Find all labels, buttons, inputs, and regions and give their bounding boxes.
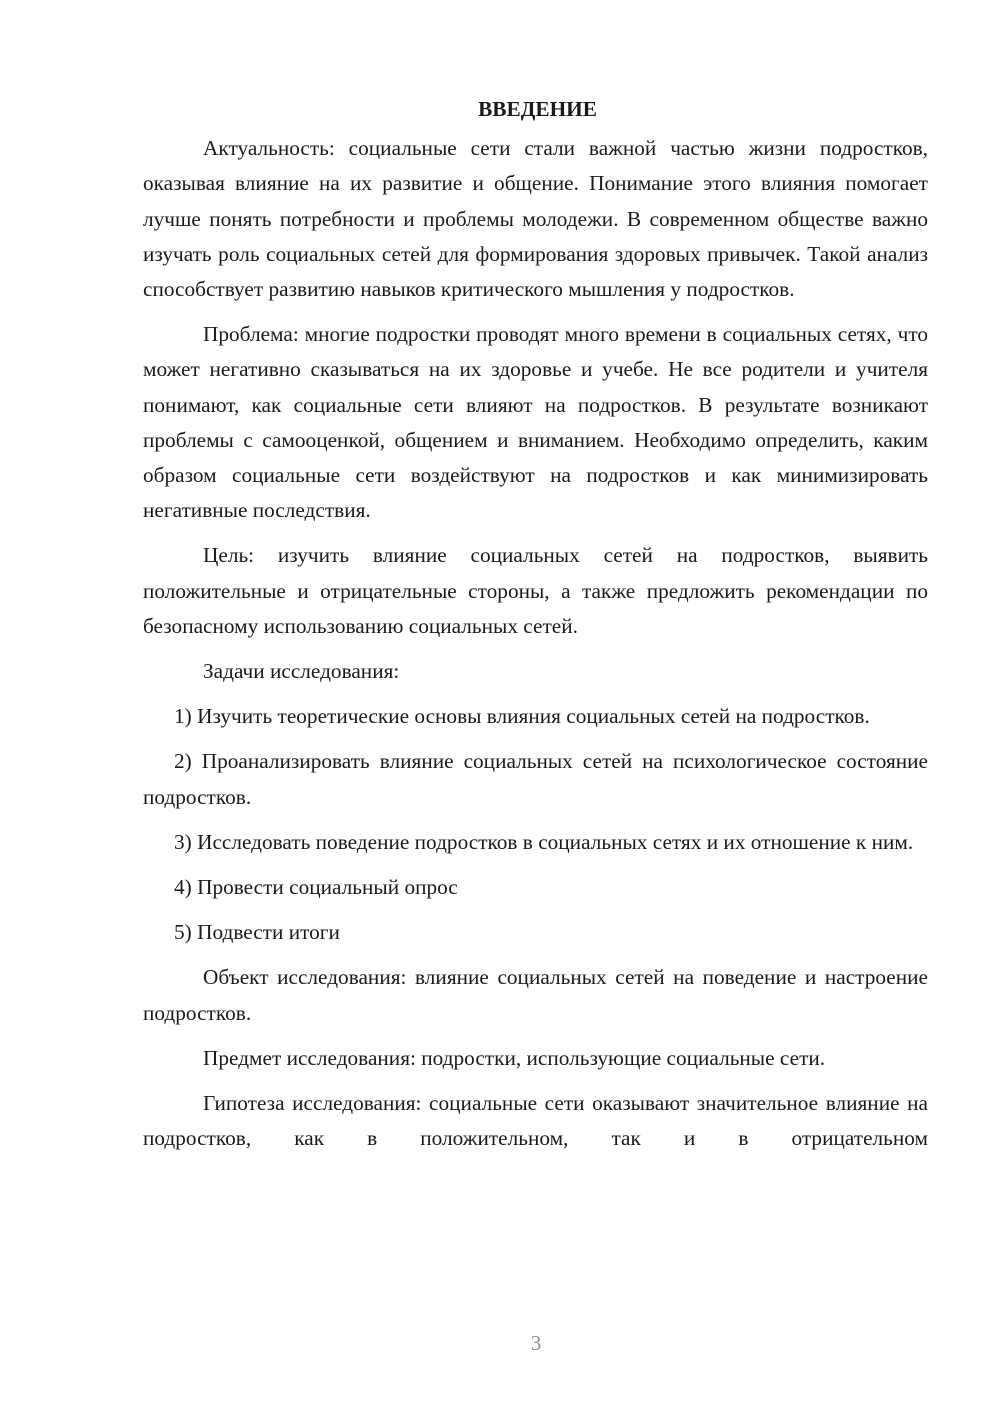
section-title: ВВЕДЕНИЕ xyxy=(478,97,597,121)
task-item: 1) Изучить теоретические основы влияния социальных сетей на подростков. xyxy=(174,704,870,729)
task-item: 2) Проанализировать влияние социальных сетей на психологическое состояние подростков. xyxy=(143,749,928,809)
relevance-paragraph: Актуальность: социальные сети стали важной частью жизни подростков, оказывая влияние на их развитие и общение. Понимание этого влияния помогает лучше понять потребности и проблемы молодежи. В современном обществе важно изучать роль социальных сетей для формирования здоровых привычек. Такой анализ способствует развитию навыков критического мышления у подростков. xyxy=(143,136,928,302)
document-page xyxy=(143,92,928,1156)
goal-paragraph: Цель: изучить влияние социальных сетей на подростков, выявить положительные и отрицательные стороны, а также предложить рекомендации по безопасному использованию социальных сетей. xyxy=(143,543,928,638)
tasks-heading: Задачи исследования: xyxy=(203,659,400,684)
page-number: 3 xyxy=(530,1331,542,1355)
problem-paragraph: Проблема: многие подростки проводят много времени в социальных сетях, что может негативно сказываться на их здоровье и учебе. Не все родители и учителя понимают, как социальные сети влияют на подростков. В результате возникают проблемы с самооценкой, общением и вниманием. Необходимо определить, каким образом социальные сети воздействуют на подростков и как минимизировать негативные последствия. xyxy=(143,322,928,523)
hypothesis-paragraph: Гипотеза исследования: социальные сети оказывают значительное влияние на подростков, как в положительном, так и в отрицательном xyxy=(143,1091,928,1151)
task-item: 3) Исследовать поведение подростков в социальных сетях и их отношение к ним. xyxy=(174,829,914,854)
task-item: 4) Провести социальный опрос xyxy=(174,875,458,900)
task-item: 5) Подвести итоги xyxy=(174,920,340,945)
object-paragraph: Объект исследования: влияние социальных сетей на поведение и настроение подростков. xyxy=(143,965,928,1025)
subject-paragraph: Предмет исследования: подростки, использующие социальные сети. xyxy=(203,1045,826,1070)
